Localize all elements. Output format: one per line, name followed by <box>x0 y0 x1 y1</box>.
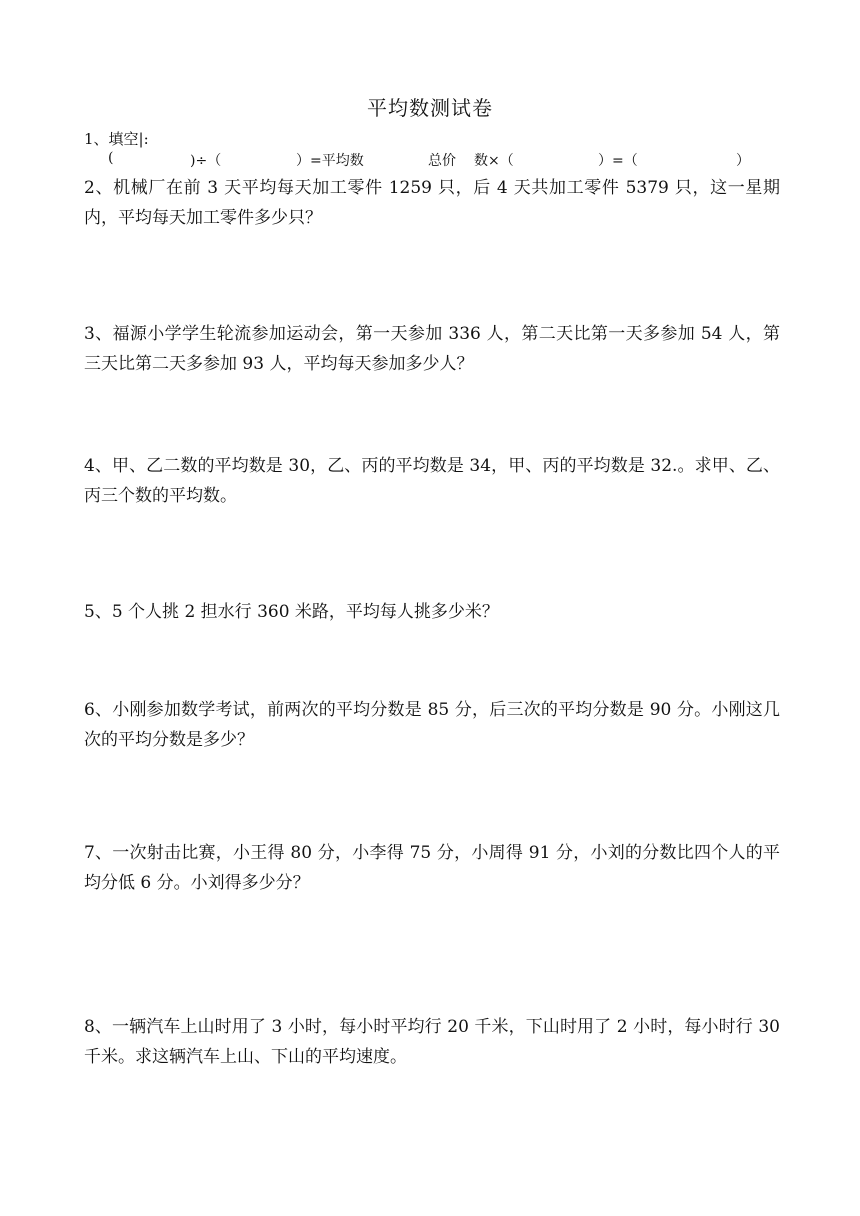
question-3: 3、福源小学学生轮流参加运动会，第一天参加 336 人，第二天比第一天多参加 54 人，第三天比第二天多参加 93 人，平均每天参加多少人？ <box>84 324 780 374</box>
question-2: 2、机械厂在前 3 天平均每天加工零件 1259 只，后 4 天共加工零件 5379 只，这一星期内，平均每天加工零件多少只？ <box>84 178 780 228</box>
page-title: 平均数测试卷 <box>367 96 493 120</box>
question-5: 5、5 个人挑 2 担水行 360 米路，平均每人挑多少米？ <box>84 602 499 622</box>
question-7: 7、一次射击比赛，小王得 80 分，小李得 75 分，小周得 91 分，小刘的分数比四个人的平均分低 6 分。小刘得多少分？ <box>84 843 780 893</box>
formula-1-divide: )÷（ <box>190 153 222 169</box>
formula-2-mid: ）=（ <box>598 153 638 169</box>
formula-2-end: ） <box>736 153 750 169</box>
formula-1-open: ( <box>108 150 114 166</box>
question-1-label: 1、填空|: <box>84 130 149 148</box>
question-8: 8、一辆汽车上山时用了 3 小时，每小时平均行 20 千米，下山时用了 2 小时，每小时行 30 千米。求这辆汽车上山、下山的平均速度。 <box>84 1017 780 1067</box>
formula-2-start: 数×（ <box>474 153 514 169</box>
question-6: 6、小刚参加数学考试，前两次的平均分数是 85 分，后三次的平均分数是 90 分。小刚这几次的平均分数是多少？ <box>84 700 780 750</box>
formula-1-equals: ）=平均数 <box>296 153 364 169</box>
formula-2-word: 总价 <box>428 153 456 169</box>
question-4: 4、甲、乙二数的平均数是 30，乙、丙的平均数是 34，甲、丙的平均数是 32.。求甲、乙、丙三个数的平均数。 <box>84 456 780 506</box>
